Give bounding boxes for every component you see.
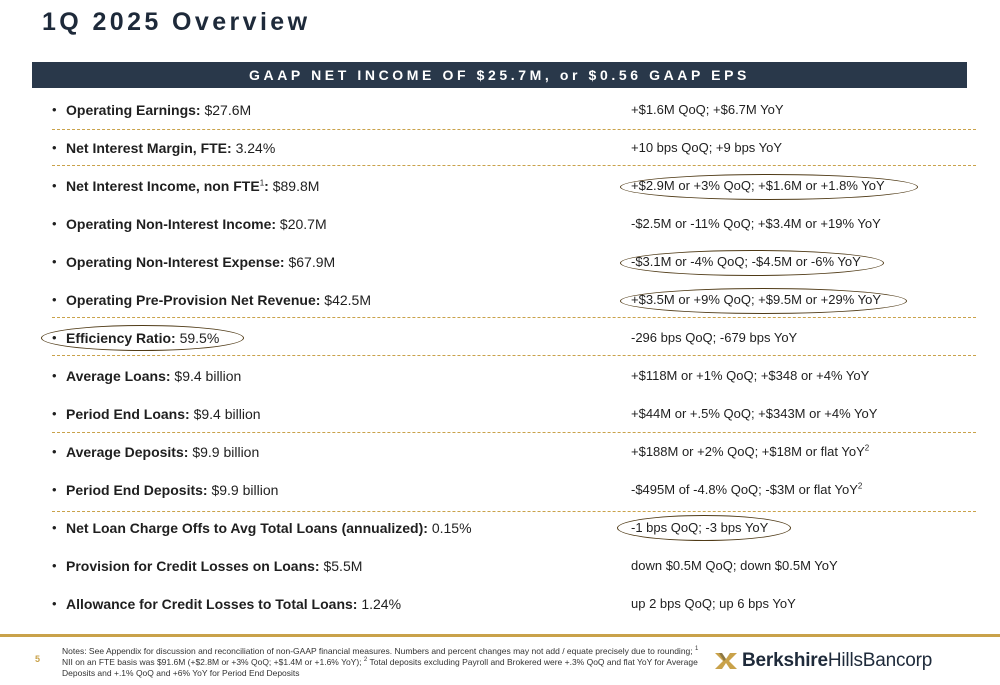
metric-change-text: +$3.5M or +9% QoQ; +$9.5M or +29% YoY	[631, 292, 882, 307]
metric-text	[66, 138, 275, 158]
metric-change	[631, 214, 881, 234]
metric-row	[52, 442, 932, 462]
metric-value: $20.7M	[279, 216, 327, 232]
metric-row	[52, 594, 932, 614]
metric-change	[631, 328, 797, 348]
metric-label: Efficiency Ratio:	[66, 330, 176, 346]
footer-rule	[0, 634, 1000, 637]
bullet-icon: •	[52, 102, 57, 117]
metric-text	[66, 214, 327, 234]
metric-value: $5.5M	[323, 558, 363, 574]
metric-label: Net Interest Income, non FTE	[66, 178, 260, 194]
metric-label: Period End Deposits:	[66, 482, 208, 498]
page-number: 5	[35, 654, 41, 664]
page-title: 1Q 2025 Overview	[42, 8, 311, 36]
logo-mark-icon	[714, 651, 738, 671]
metric-row	[52, 556, 932, 576]
footnote-marker: 2	[864, 443, 870, 453]
metric-value: 3.24%	[235, 140, 276, 156]
metric-value: $9.9 billion	[211, 482, 279, 498]
highlight-oval-efficiency-ratio	[41, 325, 244, 351]
bullet-icon: •	[52, 254, 57, 269]
company-logo	[714, 649, 932, 673]
divider	[52, 432, 976, 433]
footnote-marker: 1	[259, 178, 265, 188]
bullet-icon: •	[52, 596, 57, 611]
metric-change-text: down $0.5M QoQ; down $0.5M YoY	[631, 558, 838, 573]
metric-text	[66, 366, 241, 386]
metric-change	[631, 138, 782, 158]
bullet-icon: •	[52, 444, 57, 459]
bullet-icon: •	[52, 216, 57, 231]
footnotes: Notes: See Appendix for discussion and reconciliation of non-GAAP financial measures. Numbers and percent changes may not add / equate precisely due to rounding; $^1$ NII on an FTE basis was $91.6M (+$2.8M or +3% QoQ; +$1.4M or +1.6% YoY); $^2$ Total deposits excluding Payroll and Brokered were +.3% QoQ and flat YoY for Average Deposits and +.1% QoQ and +6% YoY for Period End Deposits	[62, 646, 699, 678]
highlight-oval-expense-change	[620, 250, 884, 276]
bullet-icon: •	[52, 520, 57, 535]
metric-value: $67.9M	[288, 254, 336, 270]
highlight-oval-chargeoff-change	[617, 515, 791, 541]
divider	[52, 165, 976, 166]
metric-change-text: -$495M of -4.8% QoQ; -$3M or flat YoY	[631, 482, 858, 497]
metric-change	[631, 594, 796, 614]
bullet-icon: •	[52, 406, 57, 421]
bullet-icon: •	[52, 368, 57, 383]
metric-change-text: +$44M or +.5% QoQ; +$343M or +4% YoY	[631, 406, 878, 421]
metric-value: $9.4 billion	[193, 406, 261, 422]
metric-value: $27.6M	[204, 102, 252, 118]
logo-text-regular: HillsBancorp	[827, 650, 933, 671]
metric-text	[66, 100, 251, 120]
metric-text	[66, 404, 261, 424]
metric-change-text: -$3.1M or -4% QoQ; -$4.5M or -6% YoY	[631, 254, 861, 269]
metric-label: Average Deposits:	[66, 444, 189, 460]
metric-value: $9.9 billion	[192, 444, 260, 460]
metric-label: Operating Non-Interest Expense:	[66, 254, 285, 270]
highlight-oval-ppnr-change	[620, 288, 907, 314]
metric-change-text: +$118M or +1% QoQ; +$348 or +4% YoY	[631, 368, 870, 383]
metric-change-text: -296 bps QoQ; -679 bps YoY	[631, 330, 798, 345]
metric-change	[631, 404, 877, 424]
metric-row	[52, 100, 932, 120]
metric-text	[66, 480, 278, 500]
metric-row	[52, 480, 932, 500]
metric-value: 0.15%	[431, 520, 472, 536]
metric-change-text: +$1.6M QoQ; +$6.7M YoY	[631, 102, 784, 117]
metric-label: Net Interest Margin, FTE:	[66, 140, 232, 156]
headline-banner: GAAP NET INCOME OF $25.7M, or $0.56 GAAP EPS	[32, 62, 967, 88]
metric-row	[52, 138, 932, 158]
metric-row	[52, 214, 932, 234]
bullet-icon: •	[52, 558, 57, 573]
metric-text	[66, 518, 472, 538]
metric-change-text: -$2.5M or -11% QoQ; +$3.4M or +19% YoY	[631, 216, 881, 231]
metric-text	[66, 290, 371, 310]
divider	[52, 355, 976, 356]
metric-label: Average Loans:	[66, 368, 171, 384]
metric-change	[631, 556, 838, 576]
divider	[52, 129, 976, 130]
metric-label: Period End Loans:	[66, 406, 190, 422]
metric-text: Net Interest Income, non FTE$^1$: $89.8M	[66, 178, 320, 194]
bullet-icon: •	[52, 292, 57, 307]
metric-value: 59.5%	[179, 330, 220, 346]
metric-label: Operating Non-Interest Income:	[66, 216, 277, 232]
metric-text	[66, 556, 362, 576]
logo-text-bold: Berkshire	[742, 650, 828, 671]
metric-label: Provision for Credit Losses on Loans:	[66, 558, 320, 574]
metric-row	[52, 404, 932, 424]
divider	[52, 511, 976, 512]
metric-label: Allowance for Credit Losses to Total Loans:	[66, 596, 358, 612]
bullet-icon: •	[52, 178, 57, 193]
metric-value: $9.4 billion	[174, 368, 242, 384]
metric-text	[66, 252, 335, 272]
metric-change	[631, 442, 869, 462]
metric-change	[631, 366, 869, 386]
metric-value: 1.24%	[361, 596, 402, 612]
metric-change-text: up 2 bps QoQ; up 6 bps YoY	[631, 596, 796, 611]
metric-change	[631, 100, 784, 120]
metric-label: Net Loan Charge Offs to Avg Total Loans (annualized):	[66, 520, 428, 536]
metric-change-text: +10 bps QoQ; +9 bps YoY	[631, 140, 783, 155]
metric-value: $89.8M	[272, 178, 320, 194]
metric-row	[52, 366, 932, 386]
metric-label: Operating Pre-Provision Net Revenue:	[66, 292, 321, 308]
bullet-icon: •	[52, 140, 57, 155]
footnote-marker: 2	[857, 481, 863, 491]
metric-row	[52, 518, 932, 538]
metric-change	[631, 480, 862, 500]
highlight-oval-nii-change	[620, 174, 918, 200]
divider	[52, 317, 976, 318]
metric-change-text: +$188M or +2% QoQ; +$18M or flat YoY	[631, 444, 865, 459]
metric-value: $42.5M	[324, 292, 371, 308]
bullet-icon: •	[52, 330, 57, 345]
metric-text	[66, 442, 259, 462]
metric-change-text: +$2.9M or +3% QoQ; +$1.6M or +1.8% YoY	[631, 178, 885, 193]
bullet-icon: •	[52, 482, 57, 497]
metric-text	[66, 594, 401, 614]
metric-label: Operating Earnings:	[66, 102, 201, 118]
metric-change-text: -1 bps QoQ; -3 bps YoY	[631, 520, 769, 535]
